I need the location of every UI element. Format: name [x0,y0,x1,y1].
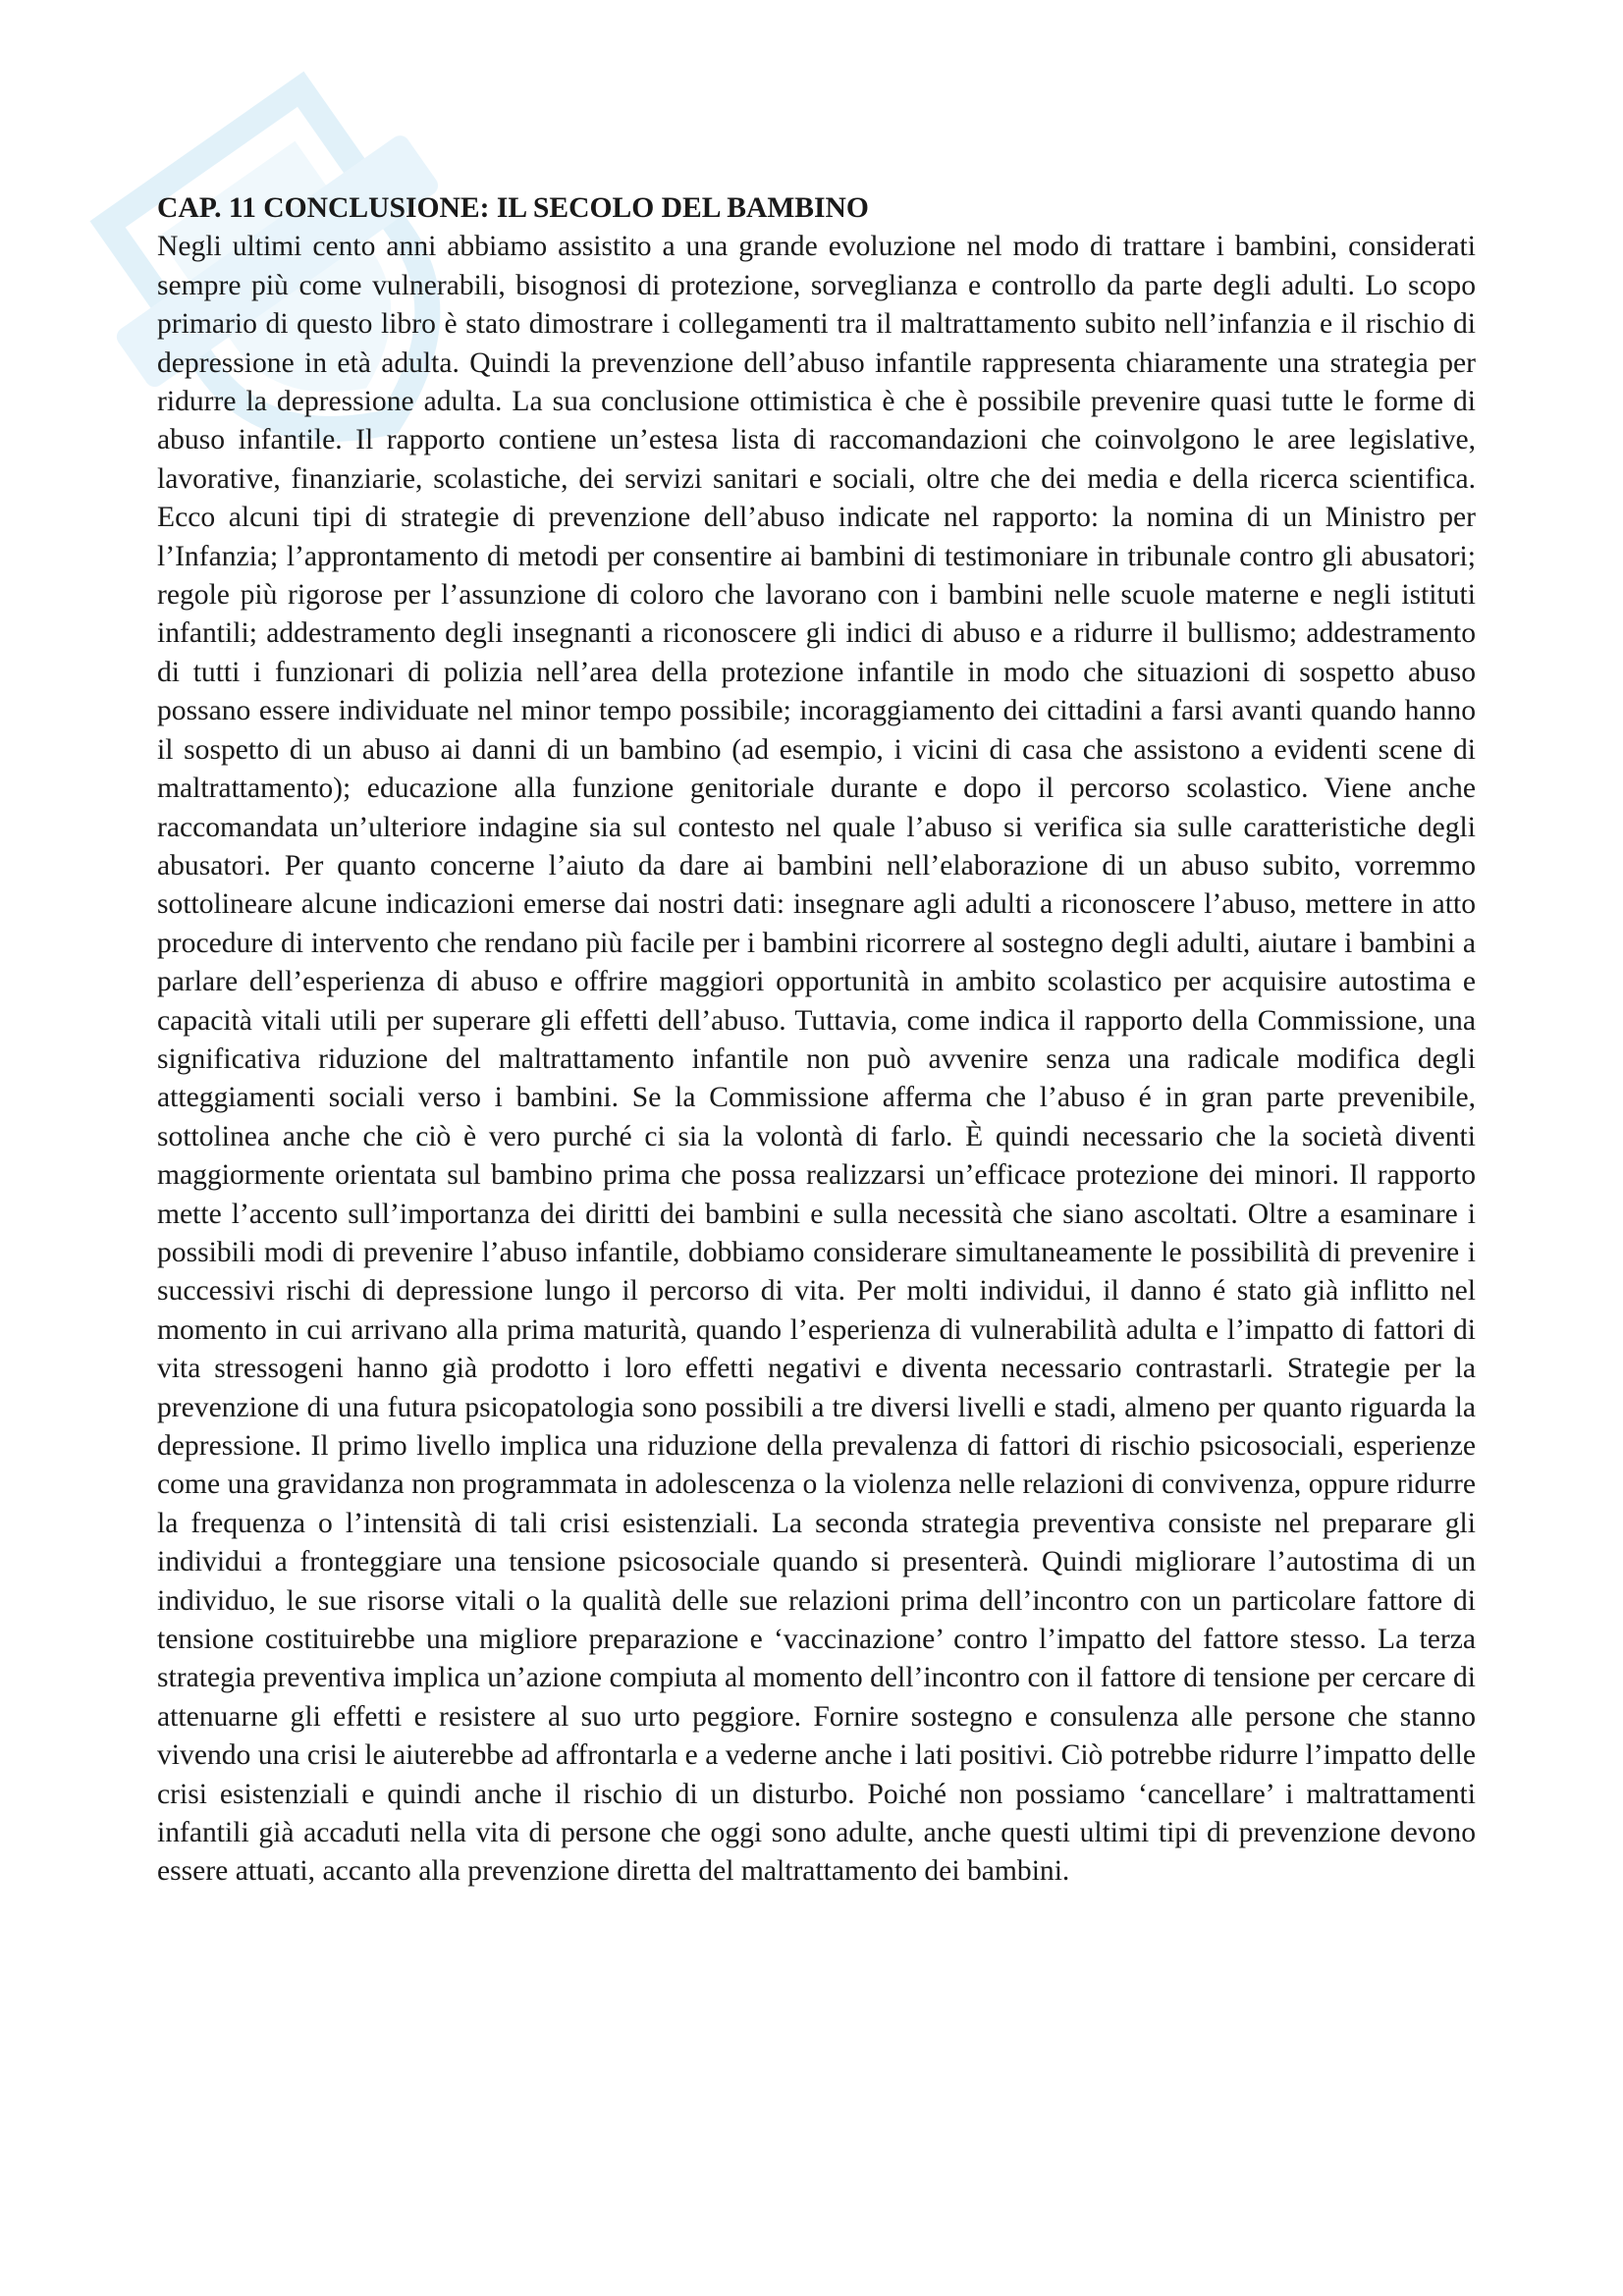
document-page [157,189,1476,1892]
body-paragraph: Negli ultimi cento anni abbiamo assistito a una grande evoluzione nel modo di trattare i bambini, considerati sempre più come vulnerabili, bisognosi di protezione, sorveglianza e controllo da parte degli adulti. Lo scopo primario di questo libro è stato dimostrare i collegamenti tra il maltrattamento subito nell’infanzia e il rischio di depressione in età adulta. Quindi la prevenzione dell’abuso infantile rappresenta chiaramente una strategia per ridurre la depressione adulta. La sua conclusione ottimistica è che è possibile prevenire quasi tutte le forme di abuso infantile. Il rapporto contiene un’estesa lista di raccomandazioni che coinvolgono le aree legislative, lavorative, finanziarie, scolastiche, dei servizi sanitari e sociali, oltre che dei media e della ricerca scientifica. Ecco alcuni tipi di strategie di prevenzione dell’abuso indicate nel rapporto: la nomina di un Ministro per l’Infanzia; l’approntamento di metodi per consentire ai bambini di testimoniare in tribunale contro gli abusatori; regole più rigorose per l’assunzione di coloro che lavorano con i bambini nelle scuole materne e negli istituti infantili; addestramento degli insegnanti a riconoscere gli indici di abuso e a ridurre il bullismo; addestramento di tutti i funzionari di polizia nell’area della protezione infantile in modo che situazioni di sospetto abuso possano essere individuate nel minor tempo possibile; incoraggiamento dei cittadini a farsi avanti quando hanno il sospetto di un abuso ai danni di un bambino (ad esempio, i vicini di casa che assistono a evidenti scene di maltrattamento); educazione alla funzione genitoriale durante e dopo il percorso scolastico. Viene anche raccomandata un’ulteriore indagine sia sul contesto nel quale l’abuso si verifica sia sulle caratteristiche degli abusatori. Per quanto concerne l’aiuto da dare ai bambini nell’elaborazione di un abuso subito, vorremmo sottolineare alcune indicazioni emerse dai nostri dati: insegnare agli adulti a riconoscere l’abuso, mettere in atto procedure di intervento che rendano più facile per i bambini ricorrere al sostegno degli adulti, aiutare i bambini a parlare dell’esperienza di abuso e offrire maggiori opportunità in ambito scolastico per acquisire autostima e capacità vitali utili per superare gli effetti dell’abuso. Tuttavia, come indica il rapporto della Commissione, una significativa riduzione del maltrattamento infantile non può avvenire senza una radicale modifica degli atteggiamenti sociali verso i bambini. Se la Commissione afferma che l’abuso é in gran parte prevenibile, sottolinea anche che ciò è vero purché ci sia la volontà di farlo. È quindi necessario che la società diventi maggiormente orientata sul bambino prima che possa realizzarsi un’efficace protezione dei minori. Il rapporto mette l’accento sull’importanza dei diritti dei bambini e sulla necessità che siano ascoltati. Oltre a esaminare i possibili modi di prevenire l’abuso infantile, dobbiamo considerare simultaneamente le possibilità di prevenire i successivi rischi di depressione lungo il percorso di vita. Per molti individui, il danno é stato già inflitto nel momento in cui arrivano alla prima maturità, quando l’esperienza di vulnerabilità adulta e l’impatto di fattori di vita stressogeni hanno già prodotto i loro effetti negativi e diventa necessario contrastarli. Strategie per la prevenzione di una futura psicopatologia sono possibili a tre diversi livelli e stadi, almeno per quanto riguarda la depressione. Il primo livello implica una riduzione della prevalenza di fattori di rischio psicosociali, esperienze come una gravidanza non programmata in adolescenza o la violenza nelle relazioni di convivenza, oppure ridurre la frequenza o l’intensità di tali crisi esistenziali. La seconda strategia preventiva consiste nel preparare gli individui a fronteggiare una tensione psicosociale quando si presenterà. Quindi migliorare l’autostima di un individuo, le sue risorse vitali o la qualità delle sue relazioni prima dell’incontro con un particolare fattore di tensione costituirebbe una migliore preparazione e ‘vaccinazione’ contro l’impatto del fattore stesso. La terza strategia preventiva implica un’azione compiuta al momento dell’incontro con il fattore di tensione per cercare di attenuarne gli effetti e resistere al suo urto peggiore. Fornire sostegno e consulenza alle persone che stanno vivendo una crisi le aiuterebbe ad affrontarla e a vederne anche i lati positivi. Ciò potrebbe ridurre l’impatto delle crisi esistenziali e quindi anche il rischio di un disturbo. Poiché non possiamo ‘cancellare’ i maltrattamenti infantili già accaduti nella vita di persone che oggi sono adulte, anche questi ultimi tipi di prevenzione devono essere attuati, accanto alla prevenzione diretta del maltrattamento dei bambini. [157,231,1476,1888]
chapter-title: CAP. 11 CONCLUSIONE: IL SECOLO DEL BAMBINO [157,192,869,224]
